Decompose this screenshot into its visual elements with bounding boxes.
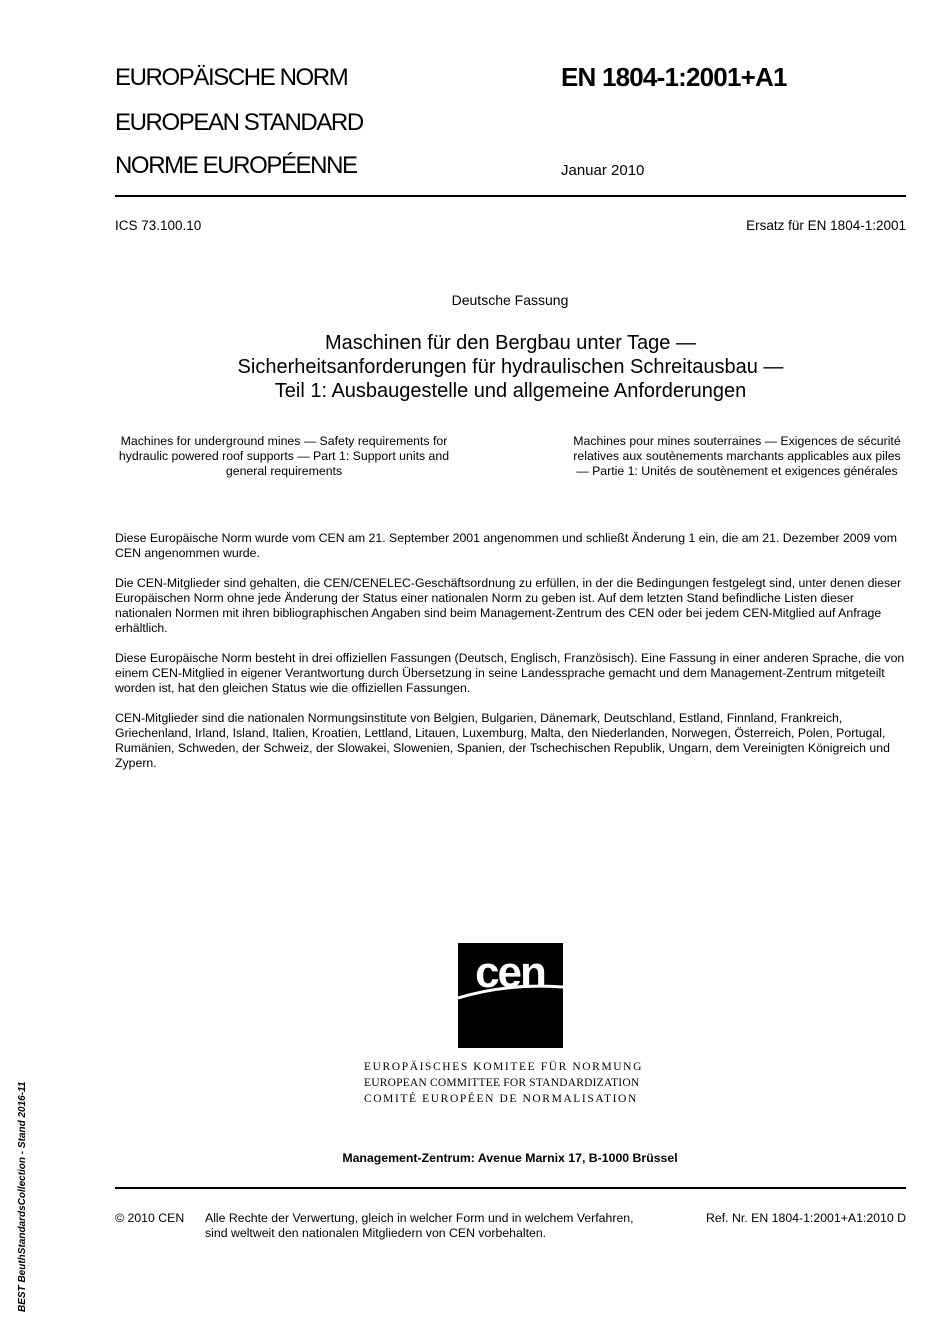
committee-name-fr: COMITÉ EUROPÉEN DE NORMALISATION [364,1093,638,1105]
committee-name-de: EUROPÄISCHES KOMITEE FÜR NORMUNG [364,1061,643,1073]
publication-date: Januar 2010 [561,162,645,179]
body-text [115,531,907,786]
management-centre-address: Management-Zentrum: Avenue Marnix 17, B-1000 Brüssel [342,1151,678,1165]
committee-name-en: EUROPEAN COMMITTEE FOR STANDARDIZATION [364,1077,640,1089]
ics-code: ICS 73.100.10 [115,218,202,233]
supersedes-note: Ersatz für EN 1804-1:2001 [746,218,906,233]
header-rule [115,195,906,197]
norm-title-en: EUROPEAN STANDARD [115,109,363,136]
norm-title-fr: NORME EUROPÉENNE [115,152,357,179]
cen-logo-text: cen [475,948,545,997]
title-french: Machines pour mines souterraines — Exigences de sécurité relatives aux soutènements marchants applicables aux piles — Partie 1: Unités de soutènement et exigences générales [573,434,901,478]
paragraph-members: CEN-Mitglieder sind die nationalen Normungsinstitute von Belgien, Bulgarien, Dänemark, Deutschland, Estland, Finnland, Frankreich, Griechenland, Irland, Island, Italien, Kroatien, Lettland, Litauen, Luxemburg, Malta, den Niederlanden, Norwegen, Österreich, Polen, Portugal, Rumänien, Schweden, der Schweiz, der Slowakei, Slowenien, Spanien, der Tschechischen Republik, Ungarn, dem Vereinigten Königreich und Zypern. [115,711,890,770]
title-line-2: Sicherheitsanforderungen für hydraulischen Schreitausbau — [237,356,784,378]
copyright: © 2010 CEN [115,1211,185,1225]
title-line-3: Teil 1: Ausbaugestelle und allgemeine Anforderungen [274,380,747,402]
title-line-1: Maschinen für den Bergbau unter Tage — [325,332,696,354]
collection-stamp: BEST BeuthStandardsCollection - Stand 2016-11 [17,1081,28,1312]
title-english: Machines for underground mines — Safety requirements for hydraulic powered roof supports — Part 1: Support units and general requirements [118,434,450,478]
paragraph-adoption: Diese Europäische Norm wurde vom CEN am 21. September 2001 angenommen und schließt Änderung 1 ein, die am 21. Dezember 2009 vom CEN angenommen wurde. [115,531,897,560]
rights-statement: Alle Rechte der Verwertung, gleich in welcher Form und in welchem Verfahren, sind weltweit den nationalen Mitgliedern von CEN vorbehalten. [205,1211,634,1240]
paragraph-obligations: Die CEN-Mitglieder sind gehalten, die CEN/CENELEC-Geschäftsordnung zu erfüllen, in der die Bedingungen festgelegt sind, unter denen dieser Europäischen Norm ohne jede Änderung der Status einer nationalen Norm zu geben ist. Auf dem letzten Stand befindliche Listen dieser nationalen Normen mit ihren bibliographischen Angaben sind beim Management-Zentrum des CEN oder bei jedem CEN-Mitglied auf Anfrage erhältlich. [115,576,902,635]
standard-number: EN 1804-1:2001+A1 [561,62,787,92]
footer-rule [115,1187,906,1189]
norm-title-de: EUROPÄISCHE NORM [115,64,348,91]
document-title [115,331,906,403]
paragraph-versions: Diese Europäische Norm besteht in drei offiziellen Fassungen (Deutsch, Englisch, Französisch). Eine Fassung in einer anderen Sprache, die von einem CEN-Mitglied in eigener Verantwortung durch Übersetzung in seine Landessprache gemacht und dem Management-Zentrum mitgeteilt worden ist, hat den gleichen Status wie die offiziellen Fassungen. [115,651,905,695]
version-label: Deutsche Fassung [451,292,569,308]
cen-logo [458,943,563,1048]
reference-number: Ref. Nr. EN 1804-1:2001+A1:2010 D [706,1211,906,1225]
